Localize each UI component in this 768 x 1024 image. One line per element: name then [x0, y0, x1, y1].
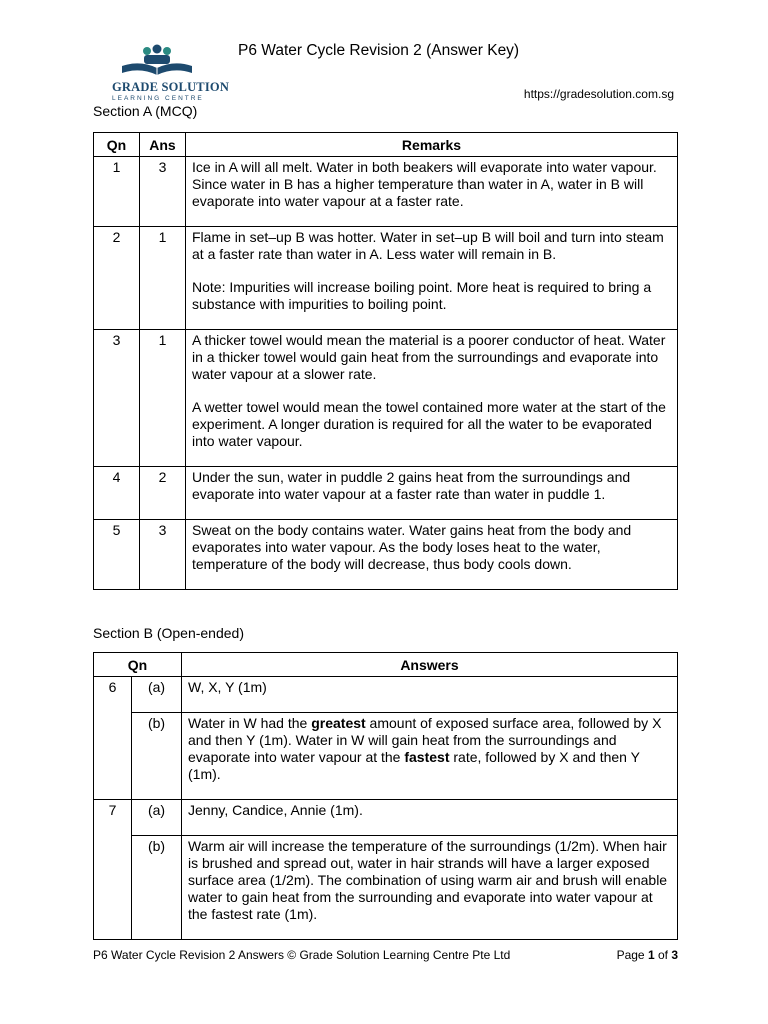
website-url: https://gradesolution.com.sg	[523, 87, 674, 101]
part-cell: (a)	[132, 800, 182, 836]
qn-cell: 5	[94, 520, 140, 590]
table-row	[94, 800, 678, 836]
brand-subtitle: LEARNING CENTRE	[112, 95, 204, 102]
table-row	[94, 227, 678, 330]
table-row	[94, 467, 678, 520]
answer-text: Jenny, Candice, Annie (1m).	[188, 802, 363, 818]
remarks-text: Sweat on the body contains water. Water gains heat from the body and evaporates into water vapour. As the body loses heat to the water, temperature of the body will decrease, thus body cools down.	[192, 522, 632, 572]
page-total: 3	[671, 948, 678, 962]
remarks-note: Note: Impurities will increase boiling point. More heat is required to bring a substance with impurities to boiling point.	[192, 279, 652, 312]
table-row	[94, 330, 678, 467]
table-row	[94, 836, 678, 940]
page-footer	[93, 948, 678, 962]
ans-header: Ans	[140, 133, 186, 157]
part-cell: (a)	[132, 677, 182, 713]
mcq-header-row	[94, 133, 678, 157]
answer-text: W, X, Y (1m)	[188, 679, 267, 695]
page-number: 1	[647, 948, 655, 962]
table-row	[94, 713, 678, 800]
part-cell: (b)	[132, 836, 182, 940]
answer-text	[188, 715, 671, 783]
remarks-cell	[186, 467, 678, 520]
part-cell: (b)	[132, 713, 182, 800]
table-row	[94, 677, 678, 713]
remarks-text: Flame in set–up B was hotter. Water in set–up B will boil and turn into steam at a faster rate than water in A. Less water will remain in B.	[192, 229, 664, 262]
answer-text-part: rate, followed by X and then Y (1m).	[188, 749, 640, 782]
answer-cell	[182, 836, 678, 940]
qn-cell: 2	[94, 227, 140, 330]
remarks-text: Ice in A will all melt. Water in both beakers will evaporate into water vapour. Since water in B has a higher temperature than water in A, water in B will evaporate into water vapour at a faster rate.	[192, 159, 657, 209]
open-header-row	[94, 653, 678, 677]
page-word: Page	[616, 948, 648, 962]
qn-header: Qn	[94, 653, 182, 677]
remarks-cell	[186, 157, 678, 227]
answer-text-part: Water in W had the	[188, 715, 312, 731]
remarks-text: Under the sun, water in puddle 2 gains heat from the surroundings and evaporate into water vapour at a faster rate than water in puddle 1.	[192, 469, 631, 502]
qn-cell: 6	[94, 677, 132, 800]
answers-header: Answers	[182, 653, 678, 677]
answer-cell	[182, 677, 678, 713]
footer-copyright: P6 Water Cycle Revision 2 Answers © Grade Solution Learning Centre Pte Ltd	[93, 948, 511, 962]
answer-cell	[182, 713, 678, 800]
brand-name: GRADE SOLUTION	[112, 80, 230, 94]
page-of: of	[654, 948, 672, 962]
document-title: P6 Water Cycle Revision 2 (Answer Key)	[238, 42, 520, 59]
ans-cell: 3	[140, 520, 186, 590]
answer-emphasis: fastest	[404, 749, 450, 765]
remarks-cell	[186, 520, 678, 590]
answer-emphasis: greatest	[311, 715, 366, 731]
table-row	[94, 520, 678, 590]
ans-cell: 1	[140, 330, 186, 467]
ans-cell: 3	[140, 157, 186, 227]
qn-cell: 4	[94, 467, 140, 520]
page-indicator	[617, 948, 678, 962]
ans-cell: 1	[140, 227, 186, 330]
logo-emblem-icon	[116, 42, 198, 80]
remarks-header: Remarks	[186, 133, 678, 157]
answer-text-part: amount of exposed surface area, followed by X and then Y (1m). Water in W will gain heat from the surroundings and evaporate into water vapour at the	[188, 715, 662, 765]
qn-cell: 7	[94, 800, 132, 940]
mcq-table	[93, 132, 678, 590]
remarks-text: A thicker towel would mean the material is a poorer conductor of heat. Water in a thicker towel would gain heat from the surroundings and evaporate into water vapour at a slower rate.	[192, 332, 666, 382]
ans-cell: 2	[140, 467, 186, 520]
remarks-cell	[186, 227, 678, 330]
qn-cell: 3	[94, 330, 140, 467]
section-a-label: Section A (MCQ)	[93, 103, 198, 119]
answer-cell	[182, 800, 678, 836]
logo	[112, 42, 230, 102]
qn-cell: 1	[94, 157, 140, 227]
table-row	[94, 157, 678, 227]
open-ended-table	[93, 652, 678, 940]
section-b-label: Section B (Open-ended)	[93, 625, 244, 641]
remarks-text: A wetter towel would mean the towel contained more water at the start of the experiment. A longer duration is required for all the water to be evaporated into water vapour.	[192, 399, 666, 449]
qn-header: Qn	[94, 133, 140, 157]
remarks-cell	[186, 330, 678, 467]
answer-text: Warm air will increase the temperature of the surroundings (1/2m). When hair is brushed and spread out, water in hair strands will have a larger exposed surface area (1/2m). The combination of using warm air and brush will enable water to gain heat from the surrounding and evaporate into water vapour at the fastest rate (1m).	[188, 838, 668, 922]
